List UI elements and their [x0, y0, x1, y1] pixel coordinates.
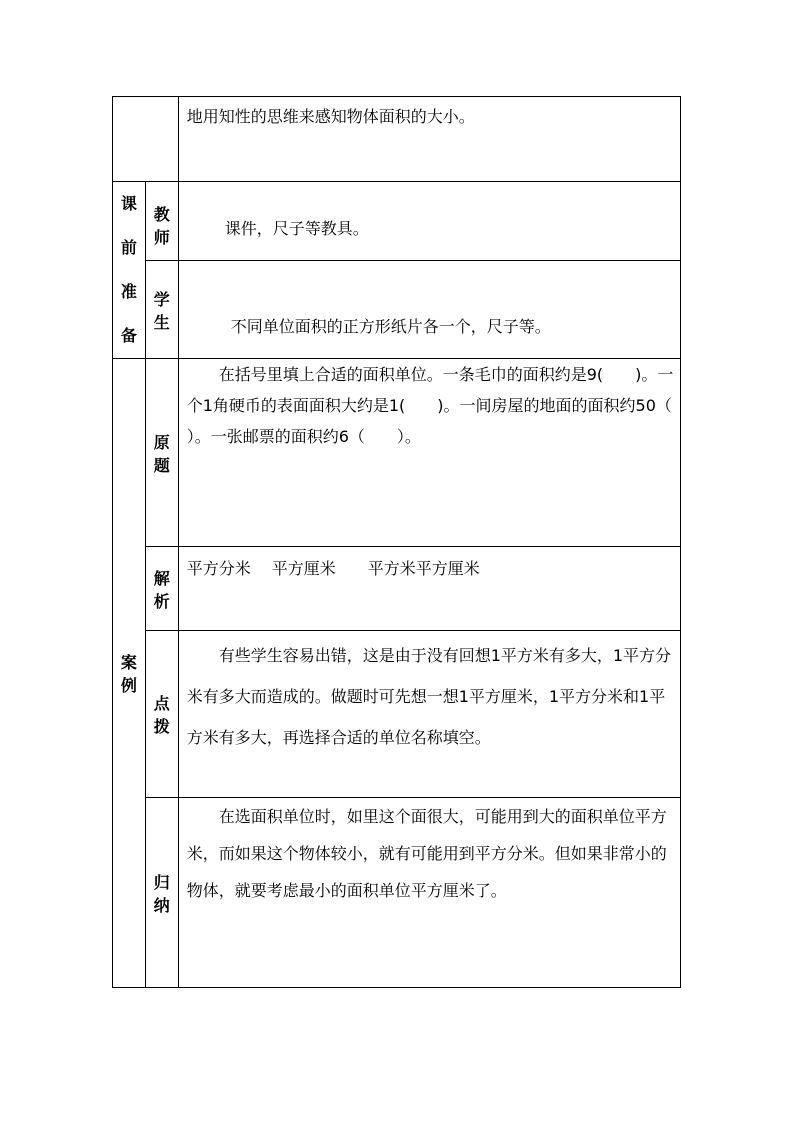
hint-label: 点拨: [153, 694, 170, 736]
prep-label-line1: 课前: [120, 194, 137, 257]
summary-label-cell: [145, 798, 178, 988]
prep-label-cell: [113, 182, 146, 359]
prep-student-row: [113, 261, 681, 359]
teacher-text: 课件，尺子等教具。: [224, 218, 369, 238]
lesson-plan-table: [112, 96, 704, 988]
teacher-label-cell: [145, 182, 178, 261]
prep-label: [113, 182, 145, 358]
case-summary-row: [113, 798, 681, 988]
summary-text: 在选面积单位时，如里这个面很大，可能用到大的面积单位平方米，而如果这个物体较小，就有可能用到平方分米。但如果非常小的物体，就要考虑最小的面积单位平方厘米了。: [186, 807, 667, 900]
analysis-label-cell: [145, 547, 178, 631]
intro-row: [113, 97, 681, 182]
original-label-cell: [145, 359, 178, 547]
hint-text: 有些学生容易出错，这是由于没有回想1平方米有多大，1平方分米有多大而造成的。做题时可先想一想1平方厘米，1平方分米和1平方米有多大，再选择合适的单位名称填空。: [186, 646, 672, 747]
analysis-content-cell: [178, 547, 680, 631]
student-content-cell: [178, 261, 680, 359]
summary-label: 归纳: [153, 872, 170, 915]
prep-teacher-row: [113, 182, 681, 261]
case-analysis-row: [113, 547, 681, 631]
analysis-text: 平方分米 平方厘米 平方米平方厘米: [186, 559, 480, 578]
teacher-label: 教师: [153, 205, 170, 247]
hint-label-cell: [145, 631, 178, 798]
student-label: 学生: [153, 289, 170, 332]
case-label-cell: [113, 359, 146, 988]
analysis-label: 解析: [153, 568, 170, 611]
intro-empty-cell: [113, 97, 179, 182]
case-label: 案例: [120, 653, 137, 695]
prep-label-line2: 准备: [120, 282, 137, 345]
student-text: 不同单位面积的正方形纸片各一个，尺子等。: [230, 317, 551, 337]
original-content-cell: [178, 359, 704, 547]
intro-content-cell: [178, 97, 680, 182]
original-label: 原题: [153, 432, 170, 475]
summary-content-cell: [178, 798, 680, 988]
student-label-cell: [145, 261, 178, 359]
hint-content-cell: [178, 631, 680, 798]
original-text: 在括号里填上合适的面积单位。一条毛巾的面积约是9( )。一个1角硬币的表面面积大约是1( )。一间房屋的地面的面积约50（ ）。一张邮票的面积约6（ ）。: [186, 365, 704, 446]
case-hint-row: [113, 631, 681, 798]
case-original-row: [113, 359, 681, 547]
intro-text: 地用知性的思维来感知物体面积的大小。: [186, 107, 475, 126]
teacher-content-cell: [178, 182, 680, 261]
